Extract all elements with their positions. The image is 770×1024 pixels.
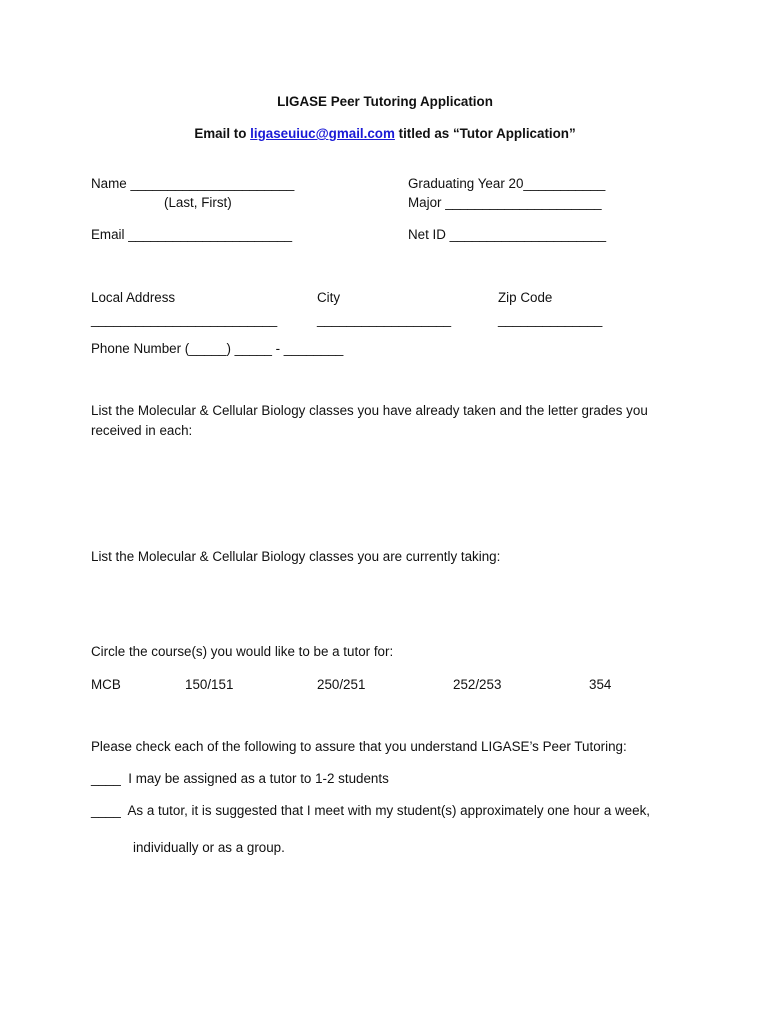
email-suffix: titled as “Tutor Application” — [394, 126, 576, 141]
email-field[interactable]: Email ______________________ — [91, 227, 293, 242]
classes-current-question: List the Molecular & Cellular Biology classes you are currently taking: — [91, 549, 501, 564]
circle-courses-question: Circle the course(s) you would like to be a tutor for: — [91, 644, 394, 659]
phone-number-field[interactable]: Phone Number (_____) _____ - ________ — [91, 341, 344, 356]
acknowledgement-intro: Please check each of the following to assure that you understand LIGASE’s Peer Tutoring: — [91, 739, 627, 754]
checkbox-blank-1[interactable]: ____ — [91, 771, 121, 786]
net-id-field[interactable]: Net ID _____________________ — [408, 227, 607, 242]
course-option-mcb[interactable]: MCB — [91, 677, 121, 692]
page-title: LIGASE Peer Tutoring Application — [277, 94, 493, 109]
course-option-252-253[interactable]: 252/253 — [453, 677, 502, 692]
zip-code-label: Zip Code — [498, 290, 553, 305]
name-field[interactable]: Name ______________________ — [91, 176, 295, 191]
acknowledgement-item-2 — [91, 803, 650, 819]
zip-code-field[interactable]: ______________ — [498, 312, 603, 327]
local-address-label: Local Address — [91, 290, 176, 305]
email-instruction — [0, 126, 770, 142]
course-option-250-251[interactable]: 250/251 — [317, 677, 366, 692]
city-label: City — [317, 290, 341, 305]
acknowledgement-text-2-continued: individually or as a group. — [133, 840, 285, 855]
checkbox-blank-2[interactable]: ____ — [91, 803, 121, 818]
email-prefix: Email to — [194, 126, 251, 141]
city-field[interactable]: __________________ — [317, 312, 452, 327]
email-link[interactable]: ligaseuiuc@gmail.com — [250, 126, 395, 141]
course-option-150-151[interactable]: 150/151 — [185, 677, 234, 692]
course-option-354[interactable]: 354 — [589, 677, 612, 692]
graduating-year-field[interactable]: Graduating Year 20___________ — [408, 176, 606, 191]
classes-taken-question: List the Molecular & Cellular Biology classes you have already taken and the letter grades you received in each: — [91, 403, 648, 438]
acknowledgement-item-1 — [91, 771, 389, 787]
acknowledgement-text-2: As a tutor, it is suggested that I meet with my student(s) approximately one hour a week, — [127, 803, 650, 818]
acknowledgement-text-1: I may be assigned as a tutor to 1-2 students — [128, 771, 389, 786]
name-hint: (Last, First) — [164, 195, 232, 210]
local-address-field[interactable]: _________________________ — [91, 312, 278, 327]
major-field[interactable]: Major _____________________ — [408, 195, 602, 210]
